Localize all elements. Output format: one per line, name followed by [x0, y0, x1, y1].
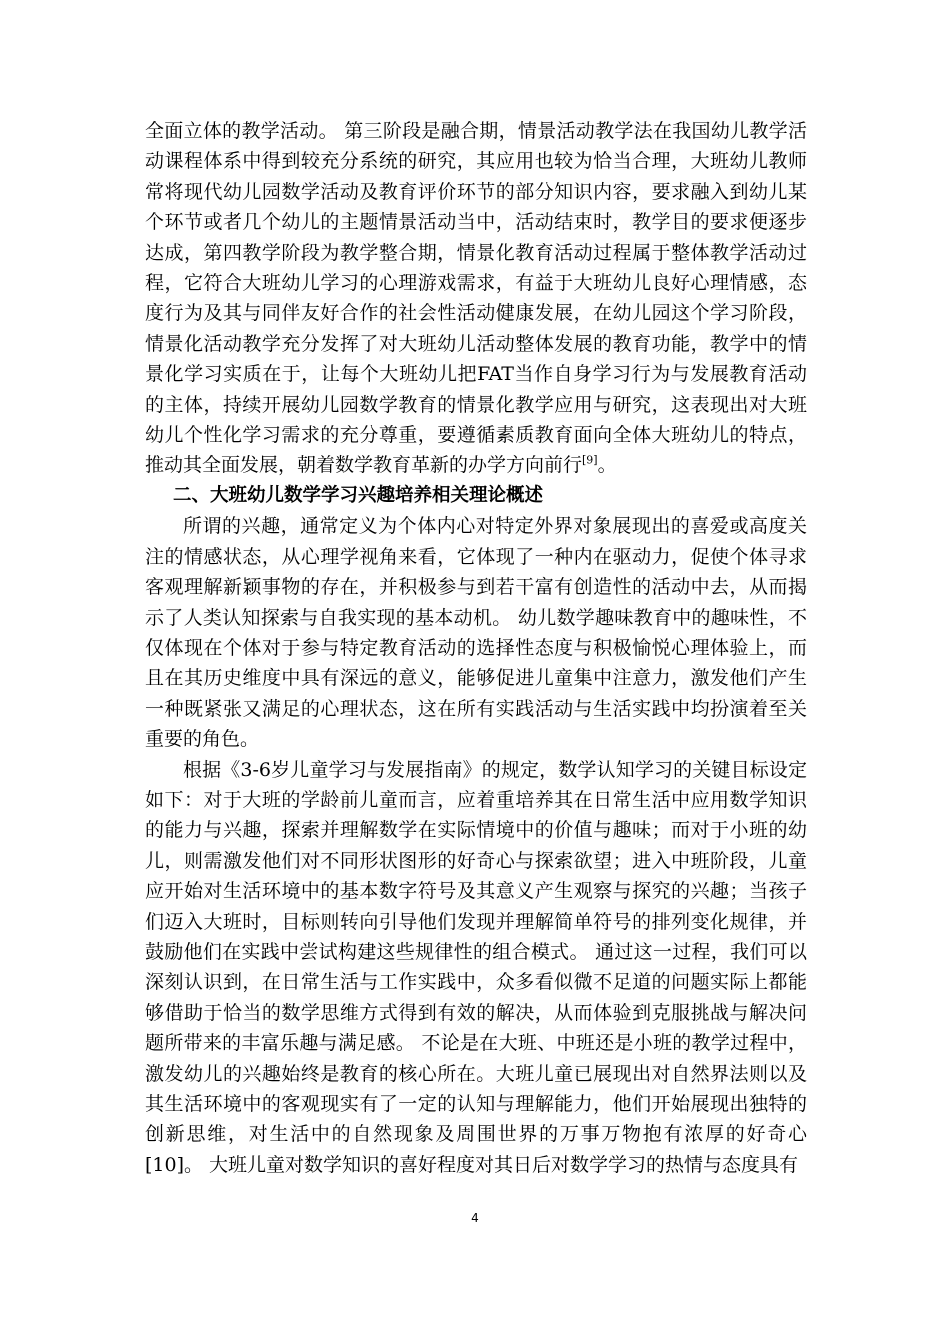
paragraph-2: 所谓的兴趣，通常定义为个体内心对特定外界对象展现出的喜爱或高度关注的情感状态，从心理学视角来看，它体现了一种内在驱动力，促使个体寻求客观理解新颖事物的存在，并积极参与到若干富有创造性的活动中去，从而揭示了人类认知探索与自我实现的基本动机。 幼儿数学趣味教育中的趣味性，不仅体现在个体对于参与特定教育活动的选择性态度与积极愉悦心理体验上，而且在其历史维度中具有深远的意义，能够促进儿童集中注意力，激发他们产生一种既紧张又满足的心理状态，这在所有实践活动与生活实践中均扮演着至关重要的角色。 — [145, 515, 807, 751]
paragraph-3: 根据《3-6岁儿童学习与发展指南》的规定，数学认知学习的关键目标设定如下：对于大班的学龄前儿童而言，应着重培养其在日常生活中应用数学知识的能力与兴趣，探索并理解数学在实际情境中的价值与趣味；而对于小班的幼儿，则需激发他们对不同形状图形的好奇心与探索欲望；进入中班阶段，儿童应开始对生活环境中的基本数字符号及其意义产生观察与探究的兴趣；当孩子们迈入大班时，目标则转向引导他们发现并理解简单符号的排列变化规律，并鼓励他们在实践中尝试构建这些规律性的组合模式。 通过这一过程，我们可以深刻认识到，在日常生活与工作实践中，众多看似微不足道的问题实际上都能够借助于恰当的数学思维方式得到有效的解决，从而体验到克服挑战与解决问题所带来的丰富乐趣与满足感。 不论是在大班、中班还是小班的教学过程中，激发幼儿的兴趣始终是教育的核心所在。大班儿童已展现出对自然界法则以及其生活环境中的客观现实有了一定的认知与理解能力，他们开始展现出独特的创新思维，对生活中的自然现象及周围世界的万事万物抱有浓厚的好奇心[10]。 大班儿童对数学知识的喜好程度对其日后对数学学习的热情与态度具有 — [145, 758, 807, 1176]
page-number: 4 — [471, 1211, 479, 1225]
section-heading: 二、大班幼儿数学学习兴趣培养相关理论概述 — [173, 484, 544, 506]
citation-9: [9] — [582, 454, 598, 468]
paragraph-1-text: 全面立体的教学活动。 第三阶段是融合期，情景活动教学法在我国幼儿教学活动课程体系中得到较充分系统的研究，其应用也较为恰当合理，大班幼儿教师常将现代幼儿园数学活动及教育评价环节的部分知识内容，要求融入到幼儿某个环节或者几个幼儿的主题情景活动当中，活动结束时，教学目的要求便逐步达成，第四教学阶段为教学整合期，情景化教育活动过程属于整体教学活动过程，它符合大班幼儿学习的心理游戏需求，有益于大班幼儿良好心理情感，态度行为及其与同伴友好合作的社会性活动健康发展，在幼儿园这个学习阶段，情景化活动教学充分发挥了对大班幼儿活动整体发展的教育功能，教学中的情景化学习实质在于，让每个大班幼儿把FAT当作自身学习行为与发展教育活动的主体，持续开展幼儿园数学教育的情景化教学应用与研究，这表现出对大班幼儿个性化学习需求的充分尊重，要遵循素质教育面向全体大班幼儿的特点，推动其全面发展，朝着数学教育革新的办学方向前行 — [145, 120, 807, 477]
paragraph-1-end: 。 — [597, 454, 617, 477]
body-text — [145, 116, 807, 1180]
paragraph-1 — [145, 116, 807, 481]
